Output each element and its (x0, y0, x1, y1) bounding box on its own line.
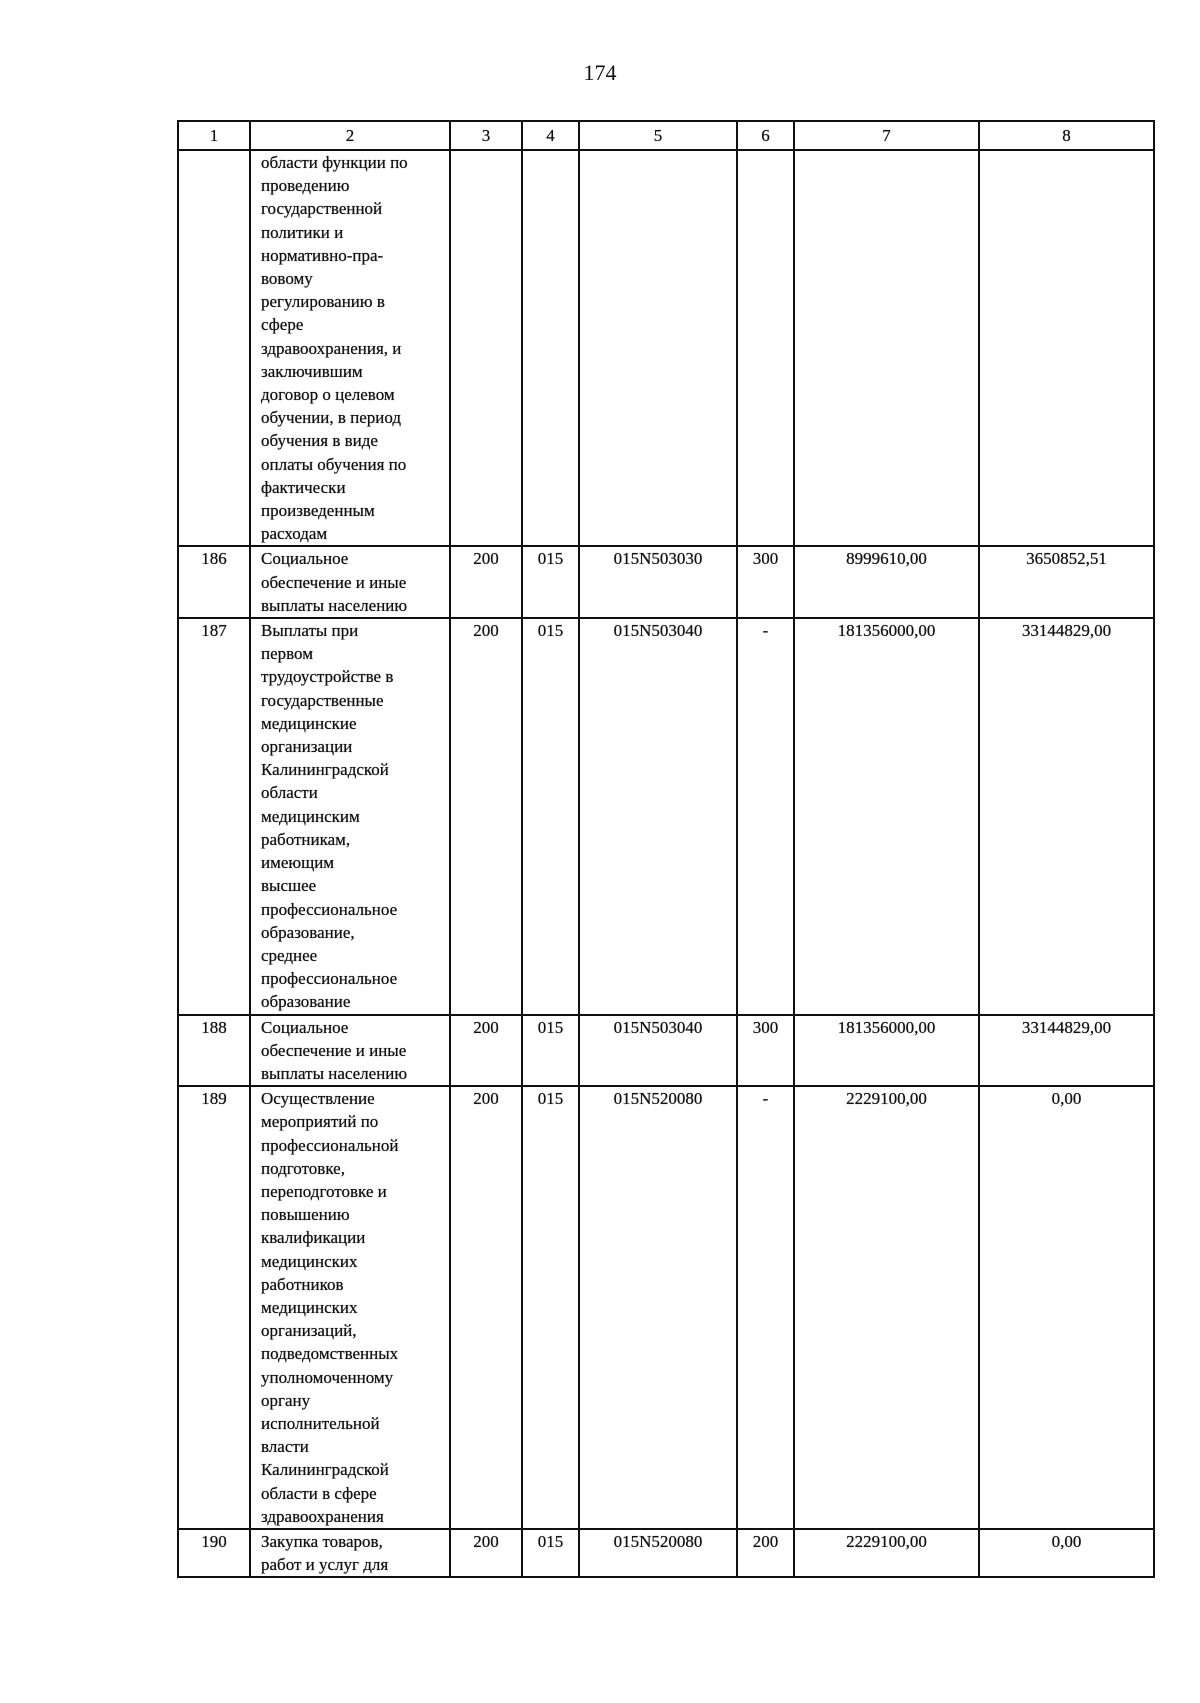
row-name-line: уполномоченному (261, 1367, 394, 1387)
target-article-cell: 015N503030 (579, 546, 737, 618)
amount-cell: 181356000,00 (794, 1015, 979, 1087)
budget-table (177, 120, 1155, 1578)
row-name-line: медицинские (261, 713, 357, 733)
target-article-cell: 015N503040 (579, 1015, 737, 1087)
ministry-code-cell: 200 (450, 1529, 522, 1577)
row-number-cell: 186 (178, 546, 250, 618)
row-name-cell (250, 1529, 450, 1577)
row-name-line: подготовке, (261, 1158, 345, 1178)
row-name-line: государственной (261, 199, 383, 219)
table-row (178, 618, 1154, 1014)
row-name-line: власти (261, 1437, 309, 1457)
row-name-line: области функции по (261, 153, 408, 172)
row-name-line: расходам (261, 524, 328, 544)
amount-cell (794, 150, 979, 546)
amount-cell: 181356000,00 (794, 618, 979, 1014)
row-name-line: образование, (261, 922, 355, 942)
row-name-line: обучении, в период (261, 408, 402, 428)
row-name-line: договор о целевом (261, 385, 395, 405)
row-name-line: переподготовке и (261, 1181, 387, 1201)
row-name-line: области в сфере (261, 1483, 377, 1503)
row-name-line: Выплаты при (261, 621, 359, 641)
row-name-line: государственные (261, 690, 384, 710)
row-name-line: трудоустройстве в (261, 667, 394, 687)
expense-type-cell: 300 (737, 546, 794, 618)
row-name-line: выплаты населению (261, 595, 408, 615)
row-name-cell (250, 1086, 450, 1529)
program-code-cell: 015 (522, 618, 579, 1014)
row-name-line: исполнительной (261, 1413, 380, 1433)
table-row (178, 150, 1154, 546)
row-name-line: сфере (261, 315, 304, 335)
header-cell-5: 5 (579, 121, 737, 150)
ministry-code-cell: 200 (450, 618, 522, 1014)
target-article-cell: 015N520080 (579, 1086, 737, 1529)
header-cell-7: 7 (794, 121, 979, 150)
row-name-line: регулированию в (261, 292, 385, 312)
amount-cell: 33144829,00 (979, 1015, 1154, 1087)
table-row (178, 1015, 1154, 1087)
row-name-line: обеспечение и иные (261, 1040, 407, 1060)
row-number-cell: 187 (178, 618, 250, 1014)
amount-cell: 8999610,00 (794, 546, 979, 618)
amount-cell (979, 150, 1154, 546)
row-name-line: медицинских (261, 1297, 358, 1317)
expense-type-cell: 300 (737, 1015, 794, 1087)
table-row (178, 1086, 1154, 1529)
expense-type-cell (737, 150, 794, 546)
row-name-cell (250, 1015, 450, 1087)
program-code-cell: 015 (522, 546, 579, 618)
row-name-line: образование (261, 992, 351, 1012)
header-cell-8: 8 (979, 121, 1154, 150)
row-name-line: Осуществление (261, 1089, 375, 1109)
row-name-line: оплаты обучения по (261, 454, 407, 474)
row-name-line: нормативно-пра- (261, 245, 384, 265)
ministry-code-cell (450, 150, 522, 546)
row-name-line: обеспечение и иные (261, 572, 407, 592)
row-name-line: профессиональное (261, 969, 398, 989)
page-number: 174 (583, 60, 617, 85)
target-article-cell (579, 150, 737, 546)
ministry-code-cell: 200 (450, 1086, 522, 1529)
table-row (178, 1529, 1154, 1577)
row-name-line: органу (261, 1390, 311, 1410)
row-name-line: медицинским (261, 806, 360, 826)
row-number-cell: 189 (178, 1086, 250, 1529)
header-cell-1: 1 (178, 121, 250, 150)
row-name-line: профессиональное (261, 899, 398, 919)
row-name-line: мероприятий по (261, 1112, 379, 1132)
row-name-cell (250, 150, 450, 546)
header-cell-2: 2 (250, 121, 450, 150)
program-code-cell: 015 (522, 1015, 579, 1087)
row-name-line: среднее (261, 945, 318, 965)
row-name-line: высшее (261, 876, 317, 896)
row-name-line: Социальное (261, 549, 349, 569)
expense-type-cell: - (737, 1086, 794, 1529)
ministry-code-cell: 200 (450, 1015, 522, 1087)
row-name-line: Социальное (261, 1017, 349, 1037)
row-name-line: имеющим (261, 853, 335, 873)
amount-cell: 33144829,00 (979, 618, 1154, 1014)
row-name-line: проведению (261, 176, 350, 196)
expense-type-cell: 200 (737, 1529, 794, 1577)
row-name-line: Калининградской (261, 1460, 389, 1480)
amount-cell: 2229100,00 (794, 1529, 979, 1577)
program-code-cell: 015 (522, 1529, 579, 1577)
amount-cell: 0,00 (979, 1529, 1154, 1577)
row-name-line: медицинских (261, 1251, 358, 1271)
row-name-line: подведомственных (261, 1344, 399, 1364)
row-name-line: здравоохранения (261, 1506, 384, 1526)
amount-cell: 0,00 (979, 1086, 1154, 1529)
header-cell-3: 3 (450, 121, 522, 150)
row-name-line: первом (261, 644, 313, 664)
row-name-cell (250, 546, 450, 618)
target-article-cell: 015N520080 (579, 1529, 737, 1577)
row-name-line: вовому (261, 269, 313, 289)
row-name-line: квалификации (261, 1228, 366, 1248)
row-number-cell (178, 150, 250, 546)
row-name-line: здравоохранения, и (261, 338, 402, 358)
row-name-line: работников (261, 1274, 344, 1294)
row-number-cell: 190 (178, 1529, 250, 1577)
program-code-cell (522, 150, 579, 546)
row-name-line: повышению (261, 1205, 350, 1225)
row-name-line: профессиональной (261, 1135, 399, 1155)
row-number-cell: 188 (178, 1015, 250, 1087)
header-cell-4: 4 (522, 121, 579, 150)
amount-cell: 2229100,00 (794, 1086, 979, 1529)
row-name-line: организаций, (261, 1321, 357, 1341)
header-cell-6: 6 (737, 121, 794, 150)
row-name-line: Калининградской (261, 760, 389, 780)
row-name-line: произведенным (261, 501, 375, 521)
row-name-line: работникам, (261, 829, 351, 849)
row-name-line: работ и услуг для (261, 1555, 389, 1575)
row-name-line: фактически (261, 477, 346, 497)
row-name-line: политики и (261, 222, 344, 242)
row-name-line: заключившим (261, 361, 363, 381)
row-name-line: выплаты населению (261, 1063, 408, 1083)
row-name-line: организации (261, 737, 353, 757)
row-name-cell (250, 618, 450, 1014)
table-row (178, 546, 1154, 618)
row-name-line: обучения в виде (261, 431, 378, 451)
target-article-cell: 015N503040 (579, 618, 737, 1014)
ministry-code-cell: 200 (450, 546, 522, 618)
program-code-cell: 015 (522, 1086, 579, 1529)
row-name-line: Закупка товаров, (261, 1531, 383, 1551)
row-name-line: области (261, 783, 318, 803)
table-header-row (178, 121, 1154, 150)
expense-type-cell: - (737, 618, 794, 1014)
amount-cell: 3650852,51 (979, 546, 1154, 618)
